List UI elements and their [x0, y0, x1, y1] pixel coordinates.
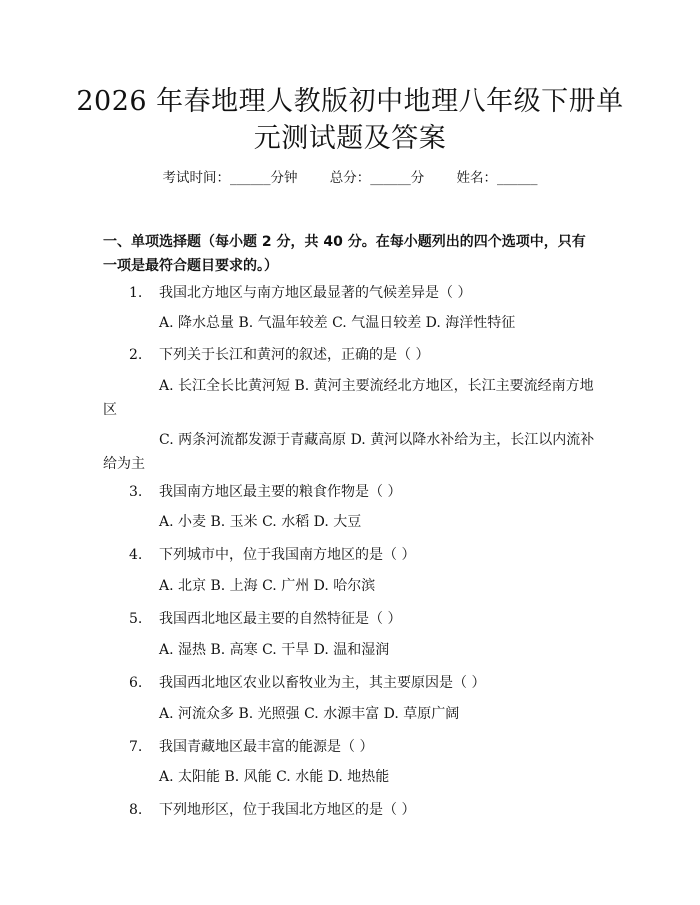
question-7 [129, 737, 373, 757]
question-4-options: A. 北京 B. 上海 C. 广州 D. 哈尔滨 [159, 578, 376, 594]
page-title-line-1: 2026 年春地理人教版初中地理八年级下册单 [76, 86, 624, 117]
question-number: 7. [129, 739, 143, 755]
question-number: 3. [129, 484, 143, 500]
question-stem: 我国西北地区农业以畜牧业为主，其主要原因是（ ） [159, 675, 486, 691]
question-8 [129, 800, 415, 820]
question-5-options: A. 湿热 B. 高寒 C. 干旱 D. 温和湿润 [159, 642, 390, 658]
question-number: 8. [129, 802, 143, 818]
exam-time-field: 考试时间：______分钟 [162, 170, 298, 186]
question-stem: 我国青藏地区最丰富的能源是（ ） [159, 739, 374, 755]
question-6 [129, 673, 485, 693]
question-stem: 我国北方地区与南方地区最显著的气候差异是（ ） [159, 285, 472, 301]
question-4 [129, 545, 415, 565]
question-stem: 我国南方地区最主要的粮食作物是（ ） [159, 484, 402, 500]
question-stem: 下列城市中，位于我国南方地区的是（ ） [159, 547, 416, 563]
question-2 [129, 345, 429, 365]
question-5 [129, 609, 401, 629]
student-name-field: 姓名：______ [456, 170, 538, 186]
question-3 [129, 482, 401, 502]
question-number: 1. [129, 285, 143, 301]
total-score-field: 总分：______分 [329, 170, 425, 186]
question-3-options: A. 小麦 B. 玉米 C. 水稻 D. 大豆 [159, 514, 362, 530]
question-stem: 下列关于长江和黄河的叙述，正确的是（ ） [159, 347, 430, 363]
question-number: 6. [129, 675, 143, 691]
question-number: 2. [129, 347, 143, 363]
question-number: 5. [129, 611, 143, 627]
exam-meta [0, 168, 700, 188]
question-7-options: A. 太阳能 B. 风能 C. 水能 D. 地热能 [159, 769, 390, 785]
section-heading: 一、单项选择题（每小题 2 分，共 40 分。在每小题列出的四个选项中，只有一项是最符合题目要求的。） [103, 234, 586, 274]
question-number: 4. [129, 547, 143, 563]
question-2-options-cd: C. 两条河流都发源于青藏高原 D. 黄河以降水补给为主，长江以内流补给为主 [103, 432, 595, 472]
question-stem: 我国西北地区最主要的自然特征是（ ） [159, 611, 402, 627]
question-2-options-ab: A. 长江全长比黄河短 B. 黄河主要流经北方地区，长江主要流经南方地区 [103, 378, 594, 418]
question-1-options: A. 降水总量 B. 气温年较差 C. 气温日较差 D. 海洋性特征 [159, 315, 516, 331]
question-6-options: A. 河流众多 B. 光照强 C. 水源丰富 D. 草原广阔 [159, 706, 460, 722]
page-title-line-2: 元测试题及答案 [253, 123, 447, 154]
question-1 [129, 283, 471, 303]
question-stem: 下列地形区，位于我国北方地区的是（ ） [159, 802, 416, 818]
